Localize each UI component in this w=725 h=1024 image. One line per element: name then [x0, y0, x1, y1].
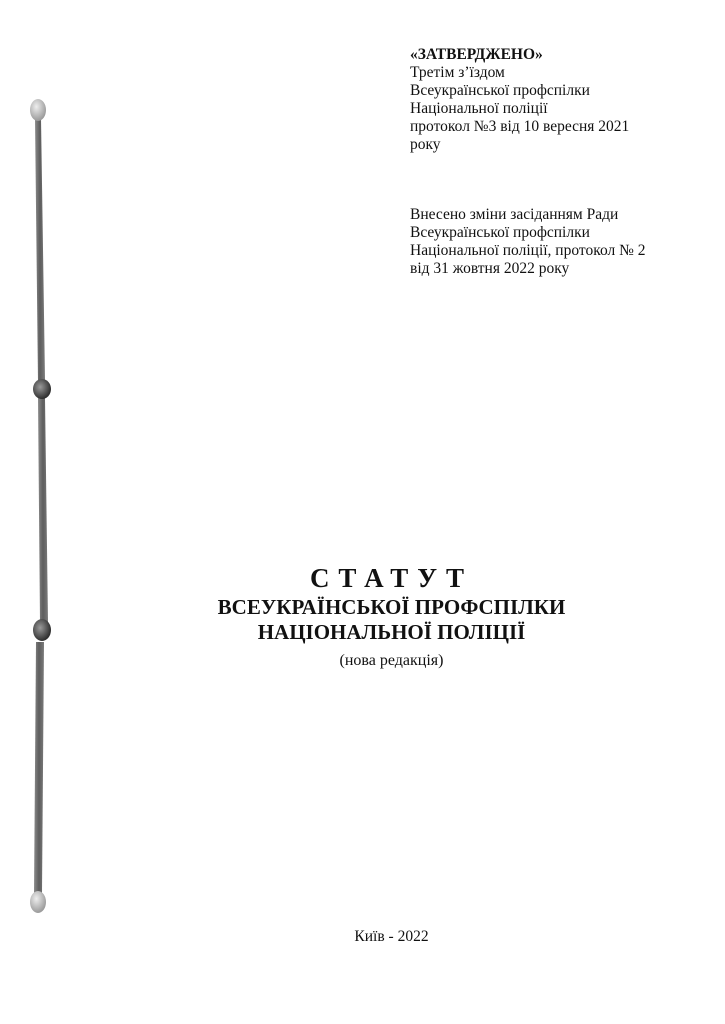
place-and-year: Київ - 2022: [354, 928, 429, 945]
binding-cord-icon: [0, 0, 80, 1024]
cord-tip: [30, 99, 46, 121]
cord-segment: [34, 642, 44, 893]
document-subtitle-line: НАЦІОНАЛЬНОЇ ПОЛІЦІЇ: [257, 620, 526, 644]
document-title-block: [0, 561, 725, 672]
approval-line: протокол №3 від 10 вересня 2021: [410, 118, 630, 135]
approval-line: Третім з’їздом: [410, 64, 505, 81]
approval-line: Всеукраїнської профспілки: [410, 82, 590, 99]
edition-note: (нова редакція): [339, 652, 444, 669]
cord-tip: [30, 891, 46, 913]
approval-line: року: [410, 136, 441, 153]
amendment-line: від 31 жовтня 2022 року: [410, 260, 570, 277]
approval-line: Національної поліції: [410, 100, 548, 117]
amendment-line: Всеукраїнської профспілки: [410, 224, 590, 241]
document-title: СТАТУТ: [309, 563, 474, 593]
amendment-line: Національної поліції, протокол № 2: [410, 242, 646, 259]
approval-heading: «ЗАТВЕРДЖЕНО»: [410, 46, 543, 63]
cord-knot: [33, 379, 51, 399]
amendment-line: Внесено зміни засіданням Ради: [410, 206, 619, 223]
cord-segment: [35, 118, 45, 382]
approval-stamp: [410, 46, 690, 154]
document-subtitle-line: ВСЕУКРАЇНСЬКОЇ ПРОФСПІЛКИ: [217, 595, 566, 619]
amendment-note: [410, 206, 695, 278]
